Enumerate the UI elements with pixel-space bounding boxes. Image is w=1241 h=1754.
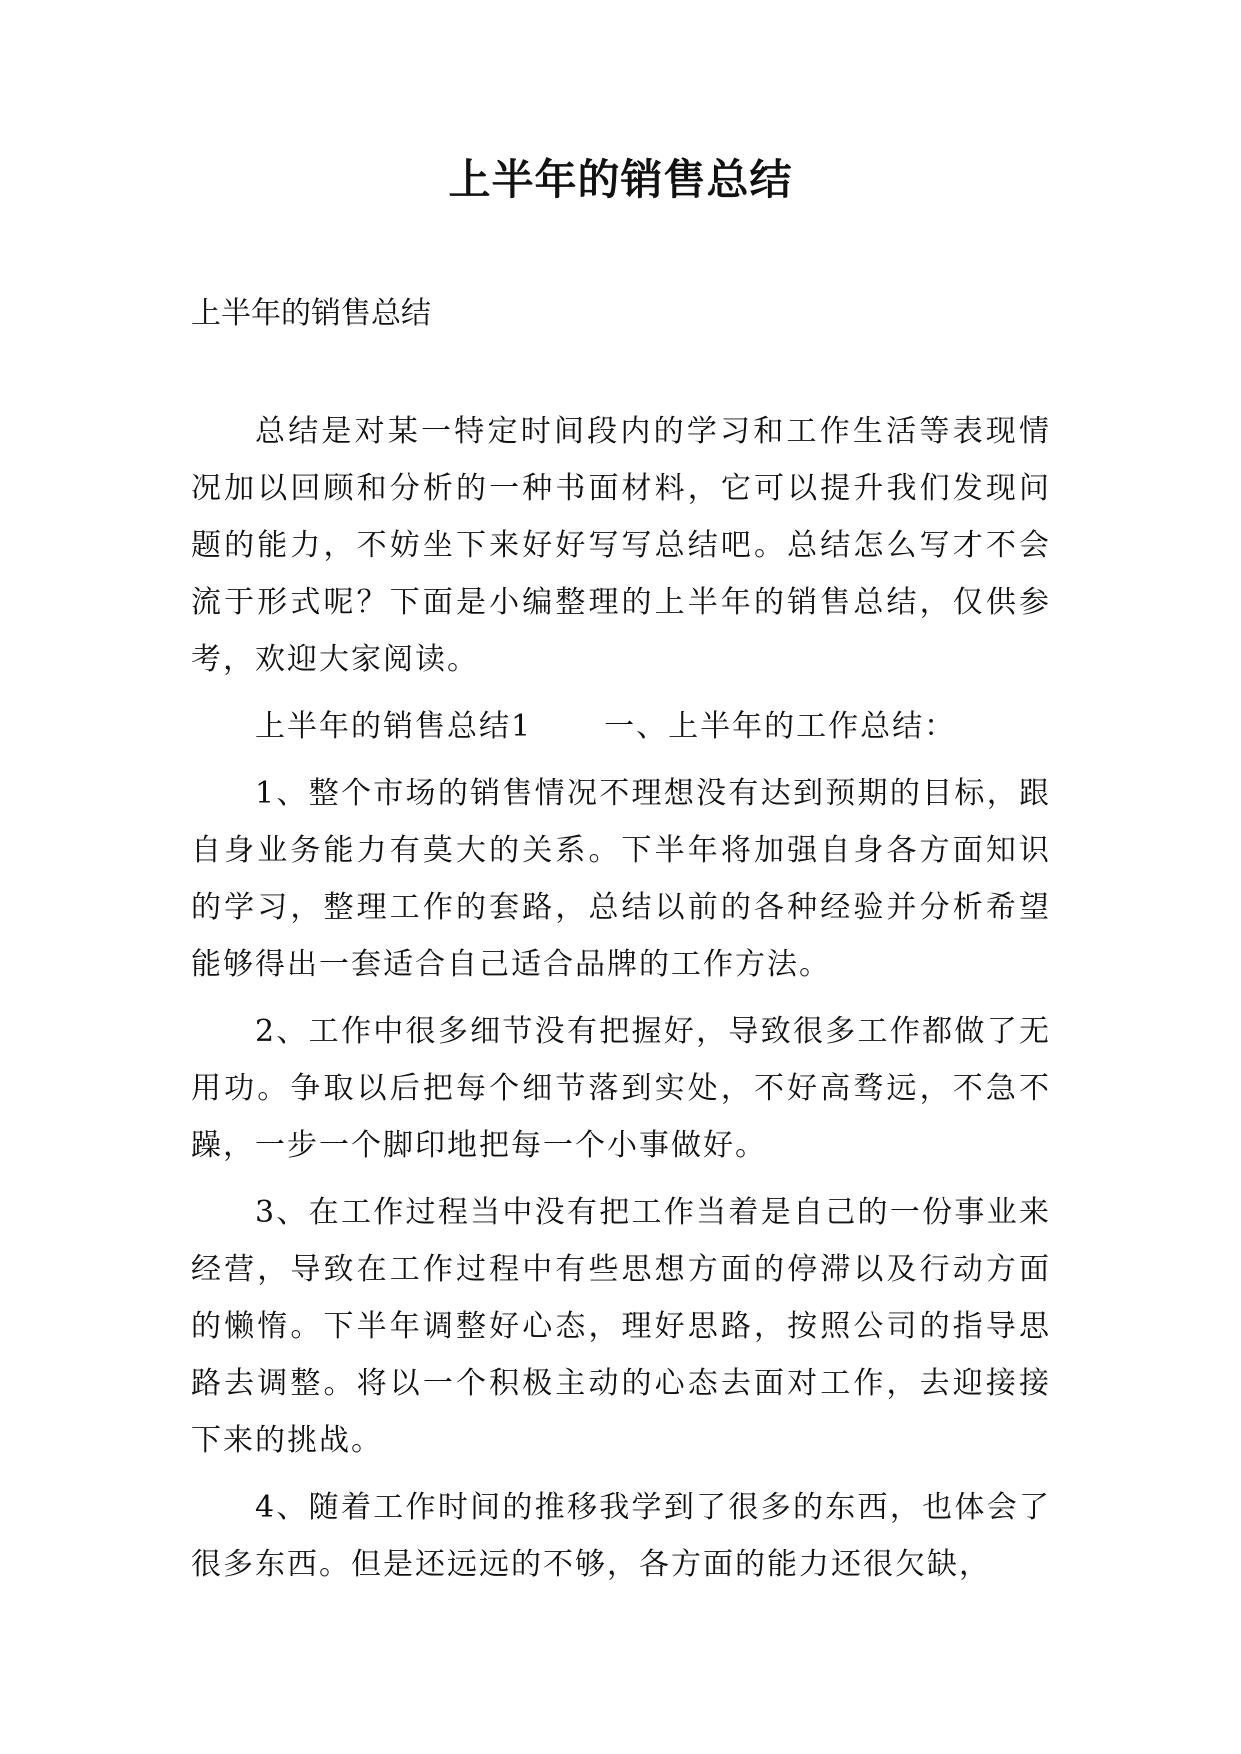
list-item-4: 4、随着工作时间的推移我学到了很多的东西，也体会了很多东西。但是还远远的不够，各方面的能力还很欠缺，	[191, 1490, 1051, 1582]
document-title: 上半年的销售总结	[448, 155, 793, 204]
section-heading-line	[191, 698, 1051, 755]
list-item-2: 2、工作中很多细节没有把握好，导致很多工作都做了无用功。争取以后把每个细节落到实处，不好高骛远，不急不躁，一步一个脚印地把每一个小事做好。	[191, 1014, 1051, 1163]
document-body	[191, 403, 1051, 1593]
list-item-3: 3、在工作过程当中没有把工作当着是自己的一份事业来经营，导致在工作过程中有些思想方面的停滞以及行动方面的懒惰。下半年调整好心态，理好思路，按照公司的指导思路去调整。将以一个积极主动的心态去面对工作，去迎接接下来的挑战。	[191, 1195, 1051, 1458]
intro-paragraph: 总结是对某一特定时间段内的学习和工作生活等表现情况加以回顾和分析的一种书面材料，它可以提升我们发现问题的能力，不妨坐下来好好写写总结吧。总结怎么写才不会流于形式呢？下面是小编整理的上半年的销售总结，仅供参考，欢迎大家阅读。	[191, 414, 1051, 677]
section-heading: 一、上半年的工作总结：	[604, 709, 957, 744]
section-label: 上半年的销售总结1	[255, 709, 533, 744]
document-subtitle: 上半年的销售总结	[191, 296, 431, 331]
list-item-1: 1、整个市场的销售情况不理想没有达到预期的目标，跟自身业务能力有莫大的关系。下半年将加强自身各方面知识的学习，整理工作的套路，总结以前的各种经验并分析希望能够得出一套适合自己适合品牌的工作方法。	[191, 776, 1051, 982]
